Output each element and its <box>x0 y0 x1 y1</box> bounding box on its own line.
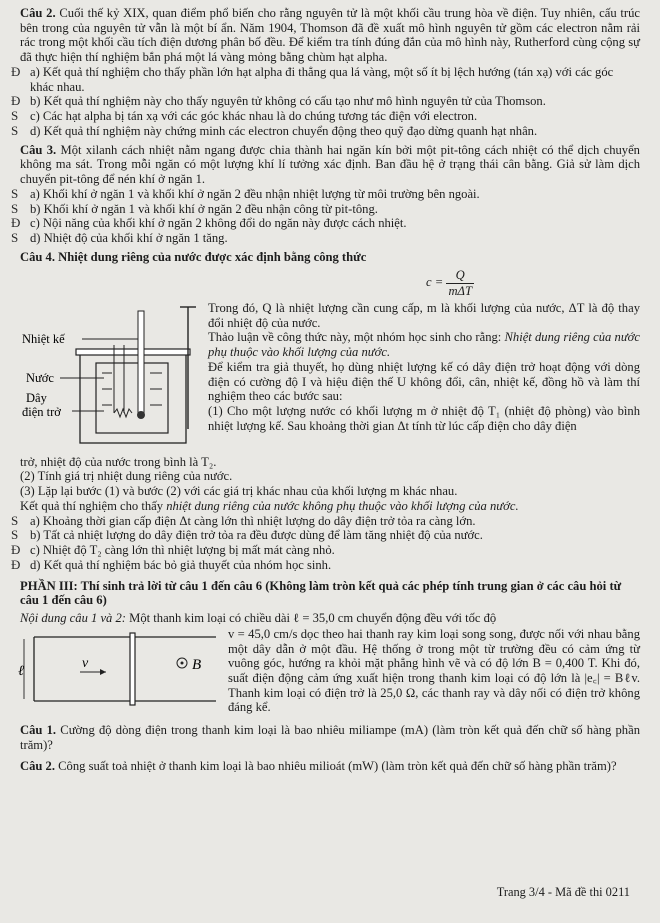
question-4-number: Câu 4. <box>20 249 55 264</box>
q2-option-c <box>11 108 640 124</box>
q4-paragraph-2 <box>208 330 640 359</box>
q3-option-b <box>11 200 640 217</box>
q3-option-a <box>11 185 640 202</box>
q4-answer-mark-b: S <box>11 527 19 543</box>
question-4-options <box>11 512 640 573</box>
q2-option-d-text: d) Kết quả thí nghiệm này chứng minh các electron chuyển động theo quỹ đạo dừng quanh hạt nhân. <box>30 123 538 138</box>
question-2-stem <box>20 6 640 65</box>
q4-option-a <box>11 512 640 529</box>
q4-step-3: (3) Lặp lại bước (1) và bước (2) với các giá trị khác nhau của khối lượng m khác nhau. <box>20 484 458 499</box>
formula-numerator: Q <box>446 268 474 284</box>
question-2-number: Câu 2. <box>20 6 56 20</box>
q4-paragraph-3: Để kiểm tra giả thuyết, họ dùng nhiệt lượng kế có dây điện trở hoạt động với dòng điện có cường độ I và hiệu điện thế U không đổi, cân, nhiệt kế, đồng hồ và làm thí nghiệm theo các bước sau: <box>208 359 640 404</box>
calorimeter-figure <box>20 301 200 455</box>
velocity-label: v⃗ <box>82 655 100 671</box>
q2-answer-mark-c: S <box>11 108 19 124</box>
q3-option-b-text: b) Khối khí ở ngăn 1 và khối khí ở ngăn 2 đều nhận công từ pit-tông. <box>30 201 378 216</box>
lid <box>76 349 190 355</box>
q3-answer-mark-a: S <box>11 185 19 201</box>
q3-option-d <box>11 230 640 246</box>
q4-hypothesis-intro: Thảo luận về công thức này, một nhóm học sinh cho rằng: <box>208 330 505 345</box>
part-3-intro-b: v = 45,0 cm/s dọc theo hai thanh ray kim loại song song, được nối với nhau bằng một dây dẫn ở một đầu. Hệ thống ở trong một từ trường đều có cảm ứng từ vuông góc, hướng ra khỏi mặt phẳng hình vẽ và có độ lớn B = 0,400 T. Khi đó, suất điện động cảm ứng xuất hiện trong thanh kim loại có độ lớn là |e꜀| = Bℓv. Thanh kim loại có điện trở là 25,0 Ω, các thanh ray và dây nối có điện trở không đáng kể. <box>228 626 640 715</box>
thermometer <box>138 311 144 413</box>
q2-option-c-text: c) Các hạt alpha bị tán xạ với các góc khác nhau là do chúng tương tác điện với electron. <box>30 109 478 124</box>
q3-option-c <box>11 215 640 231</box>
q4-step-1-cont: trở, nhiệt độ của nước trong bình là T₂. <box>20 454 217 469</box>
q2-option-a-text: a) Kết quả thí nghiệm cho thấy phần lớn hạt alpha đi thẳng qua lá vàng, một số ít bị lệch hướng (tán xạ) với các góc khác nhau. <box>30 64 614 94</box>
question-3-stem <box>20 143 640 187</box>
q3-answer-mark-b: S <box>11 200 19 216</box>
part-3-q2-text: Công suất toả nhiệt ở thanh kim loại là bao nhiêu milioát (mW) (làm tròn kết quả đến chữ số hàng phần trăm)? <box>58 758 617 773</box>
q4-option-d-text: d) Kết quả thí nghiệm bác bỏ giả thuyết của nhóm học sinh. <box>30 557 332 572</box>
resistor-coil <box>114 409 132 417</box>
q2-answer-mark-b: Đ <box>11 93 21 109</box>
part-3-intro-line <box>20 611 640 626</box>
field-dot <box>181 661 184 664</box>
rail-diagram <box>20 627 220 711</box>
specific-heat-formula <box>260 268 640 298</box>
part-3-intro-label: Nội dung câu 1 và 2: <box>20 611 126 626</box>
q2-option-a <box>11 63 640 94</box>
q4-option-c <box>11 542 640 558</box>
q4-option-b <box>11 527 640 543</box>
q2-answer-mark-a: Đ <box>11 63 21 79</box>
rail-text <box>228 627 640 715</box>
label-water: Nước <box>26 370 54 385</box>
question-4-text: Nhiệt dung riêng của nước được xác định bằng công thức <box>58 249 367 264</box>
question-3-text: Một xilanh cách nhiệt nằm ngang được chia thành hai ngăn kín bởi một pit-tông cách nhiệt có thể dịch chuyển không ma sát. Trong mỗi ngăn có một lượng khí lí tưởng xác định. Ban đầu hệ ở trạng thái cân bằng. Giả sử làm dịch chuyển pit-tông để nén khí ở ngăn 1. <box>20 142 640 187</box>
q3-option-a-text: a) Khối khí ở ngăn 1 và khối khí ở ngăn 2 đều nhận nhiệt lượng từ môi trường bên ngoài. <box>30 186 480 201</box>
rail-section <box>20 627 640 715</box>
q4-answer-mark-d: Đ <box>11 556 21 572</box>
q3-option-c-text: c) Nội năng của khối khí ở ngăn 2 không đổi do ngăn này được cách nhiệt. <box>30 216 407 231</box>
field-label: B⃗ <box>192 656 213 673</box>
formula-denominator: mΔT <box>448 284 472 299</box>
part-3-heading: PHẦN III: Thí sinh trả lời từ câu 1 đến câu 6 (Không làm tròn kết quả các phép tính trung gian ở các câu hỏi từ câu 1 đến câu 6) <box>20 578 622 608</box>
thermometer-bulb <box>137 411 145 419</box>
question-2-options <box>11 63 640 139</box>
q4-option-d <box>11 556 640 573</box>
label-wire-1: Dây <box>26 390 47 405</box>
q4-result <box>20 499 640 514</box>
formula-fraction <box>446 268 474 298</box>
length-label: ℓ <box>18 663 24 679</box>
part-3-q1-number: Câu 1. <box>20 723 57 738</box>
q4-paragraph-1: Trong đó, Q là nhiệt lượng cần cung cấp, m là khối lượng của nước, ΔT là độ thay đổi nhiệt độ của nước. <box>208 300 640 330</box>
part-3-q2-number: Câu 2. <box>20 758 55 773</box>
label-wire-2: điện trở <box>22 404 61 419</box>
q2-answer-mark-d: S <box>11 122 19 138</box>
q4-answer-mark-c: Đ <box>11 542 21 558</box>
rail-figure <box>20 627 220 715</box>
question-2-text: Cuối thế kỷ XIX, quan điểm phổ biến cho rằng nguyên tử là một khối cầu trung hòa về điện. Tuy nhiên, cấu trúc bên trong của nguyên tử vẫn là một bí ẩn. Năm 1904, Thomson đã đề xuất mô hình nguyên tử gồm các electron nằm rải rác trong một khối cầu tích điện dương phân bố đều. Để kiểm tra tính đúng đắn của mô hình này, Rutherford cùng cộng sự đã thực hiện thí nghiệm bắn phá một lá vàng mỏng bằng chùm hạt alpha. <box>20 6 640 65</box>
q4-step-1: (1) Cho một lượng nước có khối lượng m ở nhiệt độ T₁ (nhiệt độ phòng) vào bình nhiệt lượng kế. Sau khoảng thời gian Δt tính từ lúc cấp điện cho dây điện <box>208 404 640 433</box>
metal-bar <box>130 633 135 705</box>
part-3-intro-a: Một thanh kim loại có chiều dài ℓ = 35,0 cm chuyển động đều với tốc độ <box>125 611 497 626</box>
question-3-options <box>11 185 640 246</box>
question-3-number: Câu 3. <box>20 142 57 157</box>
part-3-question-2 <box>20 759 640 774</box>
q2-option-b-text: b) Kết quả thí nghiệm này cho thấy nguyên tử không có cấu tạo như mô hình nguyên tử của Thomson. <box>30 94 546 109</box>
q3-answer-mark-c: Đ <box>11 215 21 231</box>
q4-hypothesis: Nhiệt dung riêng của nước phụ thuộc vào khối lượng của nước. <box>208 330 640 360</box>
q3-option-d-text: d) Nhiệt độ của khối khí ở ngăn 1 tăng. <box>30 231 228 246</box>
q3-answer-mark-d: S <box>11 230 19 246</box>
q2-option-d <box>11 122 640 139</box>
q4-result-text: nhiệt dung riêng của nước không phụ thuộc vào khối lượng của nước. <box>166 498 519 513</box>
calorimeter-text <box>208 301 640 455</box>
calorimeter-diagram <box>20 301 200 451</box>
q4-result-intro: Kết quả thí nghiệm cho thấy <box>20 498 167 513</box>
page-footer: Trang 3/4 - Mã đề thi 0211 <box>496 884 630 899</box>
calorimeter-section <box>20 301 640 455</box>
part-3-q1-text: Cường độ dòng điện trong thanh kim loại là bao nhiêu miliampe (mA) (làm tròn kết quả đến chữ số hàng phần trăm)? <box>20 723 640 752</box>
label-thermometer: Nhiệt kế <box>22 331 65 346</box>
part-3-question-1 <box>20 723 640 752</box>
q4-answer-mark-a: S <box>11 512 19 528</box>
question-4-stem <box>20 250 640 265</box>
q4-option-a-text: a) Khoảng thời gian cấp điện Δt càng lớn thì nhiệt lượng do dây điện trở tỏa ra càng lớn. <box>30 513 476 528</box>
formula-lhs: c = <box>426 275 444 290</box>
q2-option-b <box>11 93 640 109</box>
velocity-arrowhead <box>100 669 106 675</box>
q4-option-c-text: c) Nhiệt độ T₂ càng lớn thì nhiệt lượng bị mất mát càng nhỏ. <box>30 543 335 558</box>
q4-step-2: (2) Tính giá trị nhiệt dung riêng của nước. <box>20 469 233 484</box>
q4-option-b-text: b) Tất cả nhiệt lượng do dây điện trở tỏa ra đều được dùng để làm tăng nhiệt độ của nước. <box>30 528 483 543</box>
